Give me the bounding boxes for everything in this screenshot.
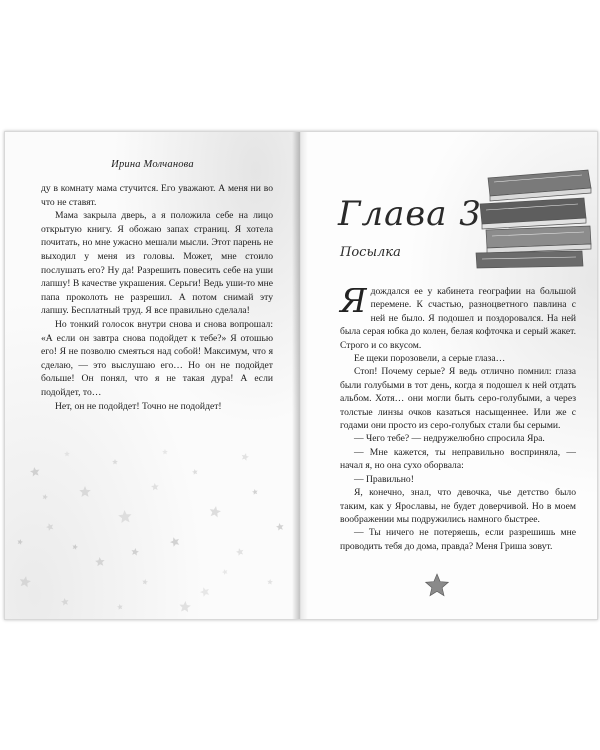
star-icon <box>117 604 124 610</box>
paragraph: Я, конечно, знал, что девочка, чье детство было таким, как у Ярославы, не будет доверчивой. Но в моем воображении мы подружились намного быстрее. <box>340 487 576 525</box>
chapter-title: Глава 3 <box>338 194 482 234</box>
running-head: Ирина Молчанова <box>111 159 194 170</box>
star-icon <box>19 575 32 588</box>
star-icon <box>179 601 191 613</box>
drop-cap: Я <box>340 281 367 320</box>
star-icon <box>235 547 244 556</box>
star-icon <box>17 538 24 545</box>
star-icon <box>64 451 70 456</box>
paragraph-first <box>340 281 576 352</box>
paragraph: — Правильно! <box>354 473 414 485</box>
star-icon <box>95 557 105 567</box>
right-page <box>300 132 597 619</box>
star-icon <box>267 579 273 585</box>
star-icon <box>192 469 199 475</box>
star-icon <box>162 449 168 454</box>
star-icon <box>29 466 40 477</box>
star-icon <box>151 483 159 491</box>
left-page <box>5 132 300 619</box>
paragraph: — Ты ничего не потеряешь, если разрешишь мне проводить тебя до дома, правда? Меня Гриша зовут. <box>340 527 576 552</box>
paragraph: — Мне кажется, ты неправильно восприняла, — начал я, но она сухо оборвала: <box>340 446 576 472</box>
paragraph: Нет, он не подойдет! Точно не подойдет! <box>55 400 222 412</box>
chapter-subtitle: Посылка <box>340 245 401 260</box>
star-icon <box>131 547 140 555</box>
paragraph: Ее щеки порозовели, а серые глаза… <box>354 353 506 365</box>
paragraph: ду в комнату мама стучится. Его уважают. А меня ни во что не ставят. <box>41 183 273 208</box>
left-page-text <box>41 182 273 413</box>
star-icon <box>169 536 181 548</box>
paragraph-text: дождался ее у кабинета географии на большой перемене. К счастью, разноцветного павлина с ней не было. Я подошел и поздоровался. На ней была серая юбка до колен, белая кофточка и серый жакет. Строго и со вкусом. <box>340 286 576 351</box>
star-icon <box>199 586 211 598</box>
star-icon <box>79 486 90 497</box>
star-icon <box>61 597 70 605</box>
star-icon <box>276 522 285 530</box>
star-icon <box>209 505 222 518</box>
paragraph: Но тонкий голосок внутри снова и снова вопрошал: «А если он завтра снова подойдет к тебе?» Я отошью его! Я не позволю смеяться над собой! Максимум, что я сделаю, — это выслушаю его… Но он не подойдет больше! Он понял, что я не такая дура! А если подойдет, то… <box>41 318 273 398</box>
book-stack-illustration <box>470 160 595 270</box>
star-icon <box>118 509 132 523</box>
star-icon <box>142 579 149 585</box>
paragraph: — Чего тебе? — недружелюбно спросила Яра. <box>354 433 545 445</box>
star-icon <box>240 452 249 461</box>
star-icon <box>112 459 118 464</box>
paragraph: Мама закрыла дверь, а я положила себе на лицо открытую книгу. Я обожаю запах страниц. Я хотела почитать, но мне ужасно мешали мысли. Этот парень не выходил у меня из головы. Может, мне стоило послушать его? Ну да! Разрешить повесить себе на уши лапшу! В качестве украшения. Серьги! Ведь уши-то мне папа проколоть не разрешил. А потом снимай эту лапшу. Бесплатный труд. Я все правильно сделала! <box>41 210 273 317</box>
book-spread <box>4 131 598 620</box>
star-icon <box>45 522 55 531</box>
star-icon <box>42 493 49 500</box>
star-icon <box>221 568 228 575</box>
star-field-decoration <box>5 432 300 619</box>
star-icon <box>252 489 259 495</box>
paragraph: Стоп! Почему серые? Я ведь отлично помнил: глаза были голубыми в тот день, когда я подошел к ней отдать альбом. Хотя… они могли быть серо-голубыми, а через толстые линзы очков казаться насыщеннее. Или же с годами они просто из серо-голубых стали бы серыми. <box>340 366 576 432</box>
star-icon <box>72 543 79 550</box>
star-icon <box>423 572 451 600</box>
right-page-text <box>340 281 576 553</box>
